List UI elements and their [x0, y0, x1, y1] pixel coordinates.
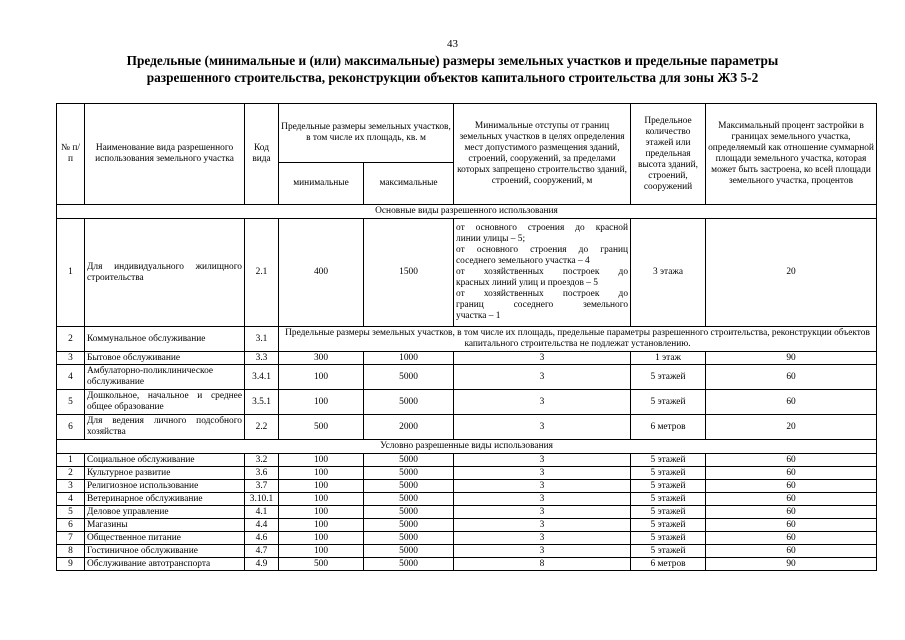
table-row [57, 454, 877, 467]
row-num: 2 [57, 467, 85, 480]
row-code: 4.1 [245, 506, 279, 519]
header-max: максимальные [364, 163, 454, 205]
row-num: 5 [57, 390, 85, 415]
row-floors: 5 этажей [631, 454, 706, 467]
row-coverage: 20 [706, 415, 877, 440]
row-num: 6 [57, 519, 85, 532]
table-row [57, 219, 877, 327]
row-min: 500 [279, 415, 364, 440]
row-setback: 3 [454, 352, 631, 365]
row-floors: 5 этажей [631, 506, 706, 519]
setback-line: линии улицы – 5; [456, 234, 526, 244]
row-min: 100 [279, 506, 364, 519]
header-coverage: Максимальный процент застройки в границах земельного участка, определяемый как отношение суммарной площади земельного участка, которая может быть застроена, ко всей площади земельного участка, процентов [706, 104, 877, 205]
row-min: 100 [279, 480, 364, 493]
row-code: 3.4.1 [245, 365, 279, 390]
row-coverage: 90 [706, 558, 877, 571]
row-code: 4.4 [245, 519, 279, 532]
table-row [57, 415, 877, 440]
row-coverage: 90 [706, 352, 877, 365]
row-setback: 3 [454, 506, 631, 519]
row-num: 3 [57, 480, 85, 493]
row-code: 3.7 [245, 480, 279, 493]
row-coverage: 60 [706, 390, 877, 415]
header-sizes: Предельные размеры земельных участков, в том числе их площадь, кв. м [279, 104, 454, 163]
table-row [57, 545, 877, 558]
row-floors: 3 этажа [631, 219, 706, 327]
row-num: 7 [57, 532, 85, 545]
row-max: 5000 [364, 519, 454, 532]
row-max: 5000 [364, 390, 454, 415]
setback-line: границ соседнего земельного [456, 300, 629, 310]
table-row [57, 365, 877, 390]
row-coverage: 60 [706, 532, 877, 545]
row-name: Для ведения личного подсобного хозяйства [85, 415, 245, 440]
row-setback: 3 [454, 454, 631, 467]
section-main-label: Основные виды разрешенного использования [57, 205, 877, 219]
header-setbacks: Минимальные отступы от границ земельных участков в целях определения мест допустимого размещения зданий, строений, сооружений, за пределами которых запрещено строительство зданий, строений, сооружений, м [454, 104, 631, 205]
row-setback: 3 [454, 365, 631, 390]
row-name: Общественное питание [85, 532, 245, 545]
table-row [57, 519, 877, 532]
row-coverage: 60 [706, 519, 877, 532]
row-num: 3 [57, 352, 85, 365]
row-floors: 6 метров [631, 558, 706, 571]
setback-line: от основного строения до границ [456, 245, 629, 255]
row-name: Гостиничное обслуживание [85, 545, 245, 558]
row-code: 3.1 [245, 327, 279, 352]
row-min: 100 [279, 467, 364, 480]
row-name: Религиозное использование [85, 480, 245, 493]
row-name: Магазины [85, 519, 245, 532]
page-number: 43 [447, 38, 458, 50]
row-floors: 5 этажей [631, 467, 706, 480]
table-row [57, 558, 877, 571]
row-num: 5 [57, 506, 85, 519]
row-floors: 1 этаж [631, 352, 706, 365]
row-floors: 5 этажей [631, 480, 706, 493]
header-min: минимальные [279, 163, 364, 205]
row-name: Деловое управление [85, 506, 245, 519]
row-floors: 5 этажей [631, 519, 706, 532]
row-name: Для индивидуального жилищного строительства [85, 219, 245, 327]
row-setback: 3 [454, 390, 631, 415]
row-num: 1 [57, 454, 85, 467]
row-min: 100 [279, 532, 364, 545]
header-row [57, 104, 877, 163]
table-row [57, 493, 877, 506]
row-setback: 3 [454, 519, 631, 532]
row-floors: 6 метров [631, 415, 706, 440]
row-coverage: 60 [706, 454, 877, 467]
row-name: Социальное обслуживание [85, 454, 245, 467]
title-line-2: разрешенного строительства, реконструкции объектов капитального строительства для зоны ЖЗ 5-2 [146, 70, 759, 85]
row-setback: 3 [454, 480, 631, 493]
row-code: 2.2 [245, 415, 279, 440]
table-row [57, 480, 877, 493]
row-max: 5000 [364, 493, 454, 506]
row-coverage: 60 [706, 493, 877, 506]
header-floors: Предельное количество этажей или предельная высота зданий, строений, сооружений [631, 104, 706, 205]
row-name: Ветеринарное обслуживание [85, 493, 245, 506]
row-num: 2 [57, 327, 85, 352]
row-code: 2.1 [245, 219, 279, 327]
title-line-1: Предельные (минимальные и (или) максимальные) размеры земельных участков и предельные параметры [126, 53, 779, 68]
section-conditional-label: Условно разрешенные виды использования [57, 440, 877, 454]
row-max: 5000 [364, 454, 454, 467]
row-min: 100 [279, 365, 364, 390]
row-name: Дошкольное, начальное и среднее общее образование [85, 390, 245, 415]
row-setback: 3 [454, 493, 631, 506]
row-floors: 5 этажей [631, 365, 706, 390]
row-floors: 5 этажей [631, 545, 706, 558]
row-max: 5000 [364, 545, 454, 558]
row-setback: 8 [454, 558, 631, 571]
table-row [57, 506, 877, 519]
row-setback: 3 [454, 545, 631, 558]
row-name: Коммунальное обслуживание [85, 327, 245, 352]
row-floors: 5 этажей [631, 493, 706, 506]
row-max: 5000 [364, 558, 454, 571]
setback-line: от основного строения до красной [456, 223, 629, 233]
row-coverage: 60 [706, 545, 877, 558]
table-row [57, 327, 877, 352]
row-min: 100 [279, 519, 364, 532]
row-code: 3.2 [245, 454, 279, 467]
row-min: 400 [279, 219, 364, 327]
section-conditional [57, 440, 877, 454]
row-code: 3.5.1 [245, 390, 279, 415]
row-num: 4 [57, 493, 85, 506]
row-name: Обслуживание автотранспорта [85, 558, 245, 571]
setback-line: от хозяйственных построек до [456, 289, 629, 299]
row-code: 3.3 [245, 352, 279, 365]
row-code: 4.9 [245, 558, 279, 571]
row-num: 8 [57, 545, 85, 558]
row-num: 1 [57, 219, 85, 327]
setback-line: соседнего земельного участка – 4 [456, 256, 590, 266]
row-max: 1000 [364, 352, 454, 365]
row-setbacks [454, 219, 631, 327]
table-row [57, 532, 877, 545]
row-coverage: 20 [706, 219, 877, 327]
section-main [57, 205, 877, 219]
row-min: 100 [279, 545, 364, 558]
row-num: 6 [57, 415, 85, 440]
setback-line: красных линий улиц и проездов – 5 [456, 278, 598, 288]
header-num: № п/п [57, 104, 85, 205]
row-min: 100 [279, 390, 364, 415]
row-name: Амбулаторно-поликлиническое обслуживание [85, 365, 245, 390]
table-row [57, 352, 877, 365]
row-setback: 3 [454, 532, 631, 545]
table-row [57, 467, 877, 480]
row-name: Культурное развитие [85, 467, 245, 480]
row-coverage: 60 [706, 365, 877, 390]
row-max: 5000 [364, 480, 454, 493]
header-code: Код вида [245, 104, 279, 205]
row-max: 5000 [364, 467, 454, 480]
row-min: 100 [279, 454, 364, 467]
row-setback: 3 [454, 467, 631, 480]
row-max: 5000 [364, 365, 454, 390]
row-max: 5000 [364, 506, 454, 519]
document-title [60, 52, 845, 86]
row-coverage: 60 [706, 467, 877, 480]
setback-line: от хозяйственных построек до [456, 267, 629, 277]
row-min: 100 [279, 493, 364, 506]
row-max: 2000 [364, 415, 454, 440]
row-coverage: 60 [706, 480, 877, 493]
row-setback: 3 [454, 415, 631, 440]
row-name: Бытовое обслуживание [85, 352, 245, 365]
row-code: 4.6 [245, 532, 279, 545]
row-coverage: 60 [706, 506, 877, 519]
table-row [57, 390, 877, 415]
row-min: 300 [279, 352, 364, 365]
row-max: 5000 [364, 532, 454, 545]
row-code: 4.7 [245, 545, 279, 558]
header-name: Наименование вида разрешенного использования земельного участка [85, 104, 245, 205]
row-code: 3.6 [245, 467, 279, 480]
row-max: 1500 [364, 219, 454, 327]
row-floors: 5 этажей [631, 390, 706, 415]
row-floors: 5 этажей [631, 532, 706, 545]
row-num: 4 [57, 365, 85, 390]
row-min: 500 [279, 558, 364, 571]
row-num: 9 [57, 558, 85, 571]
row-note: Предельные размеры земельных участков, в том числе их площадь, предельные параметры разрешенного строительства, реконструкции объектов капитального строительства не подлежат установлению. [279, 327, 877, 352]
regulations-table [56, 103, 877, 571]
row-code: 3.10.1 [245, 493, 279, 506]
setback-line: участка – 1 [456, 311, 501, 321]
